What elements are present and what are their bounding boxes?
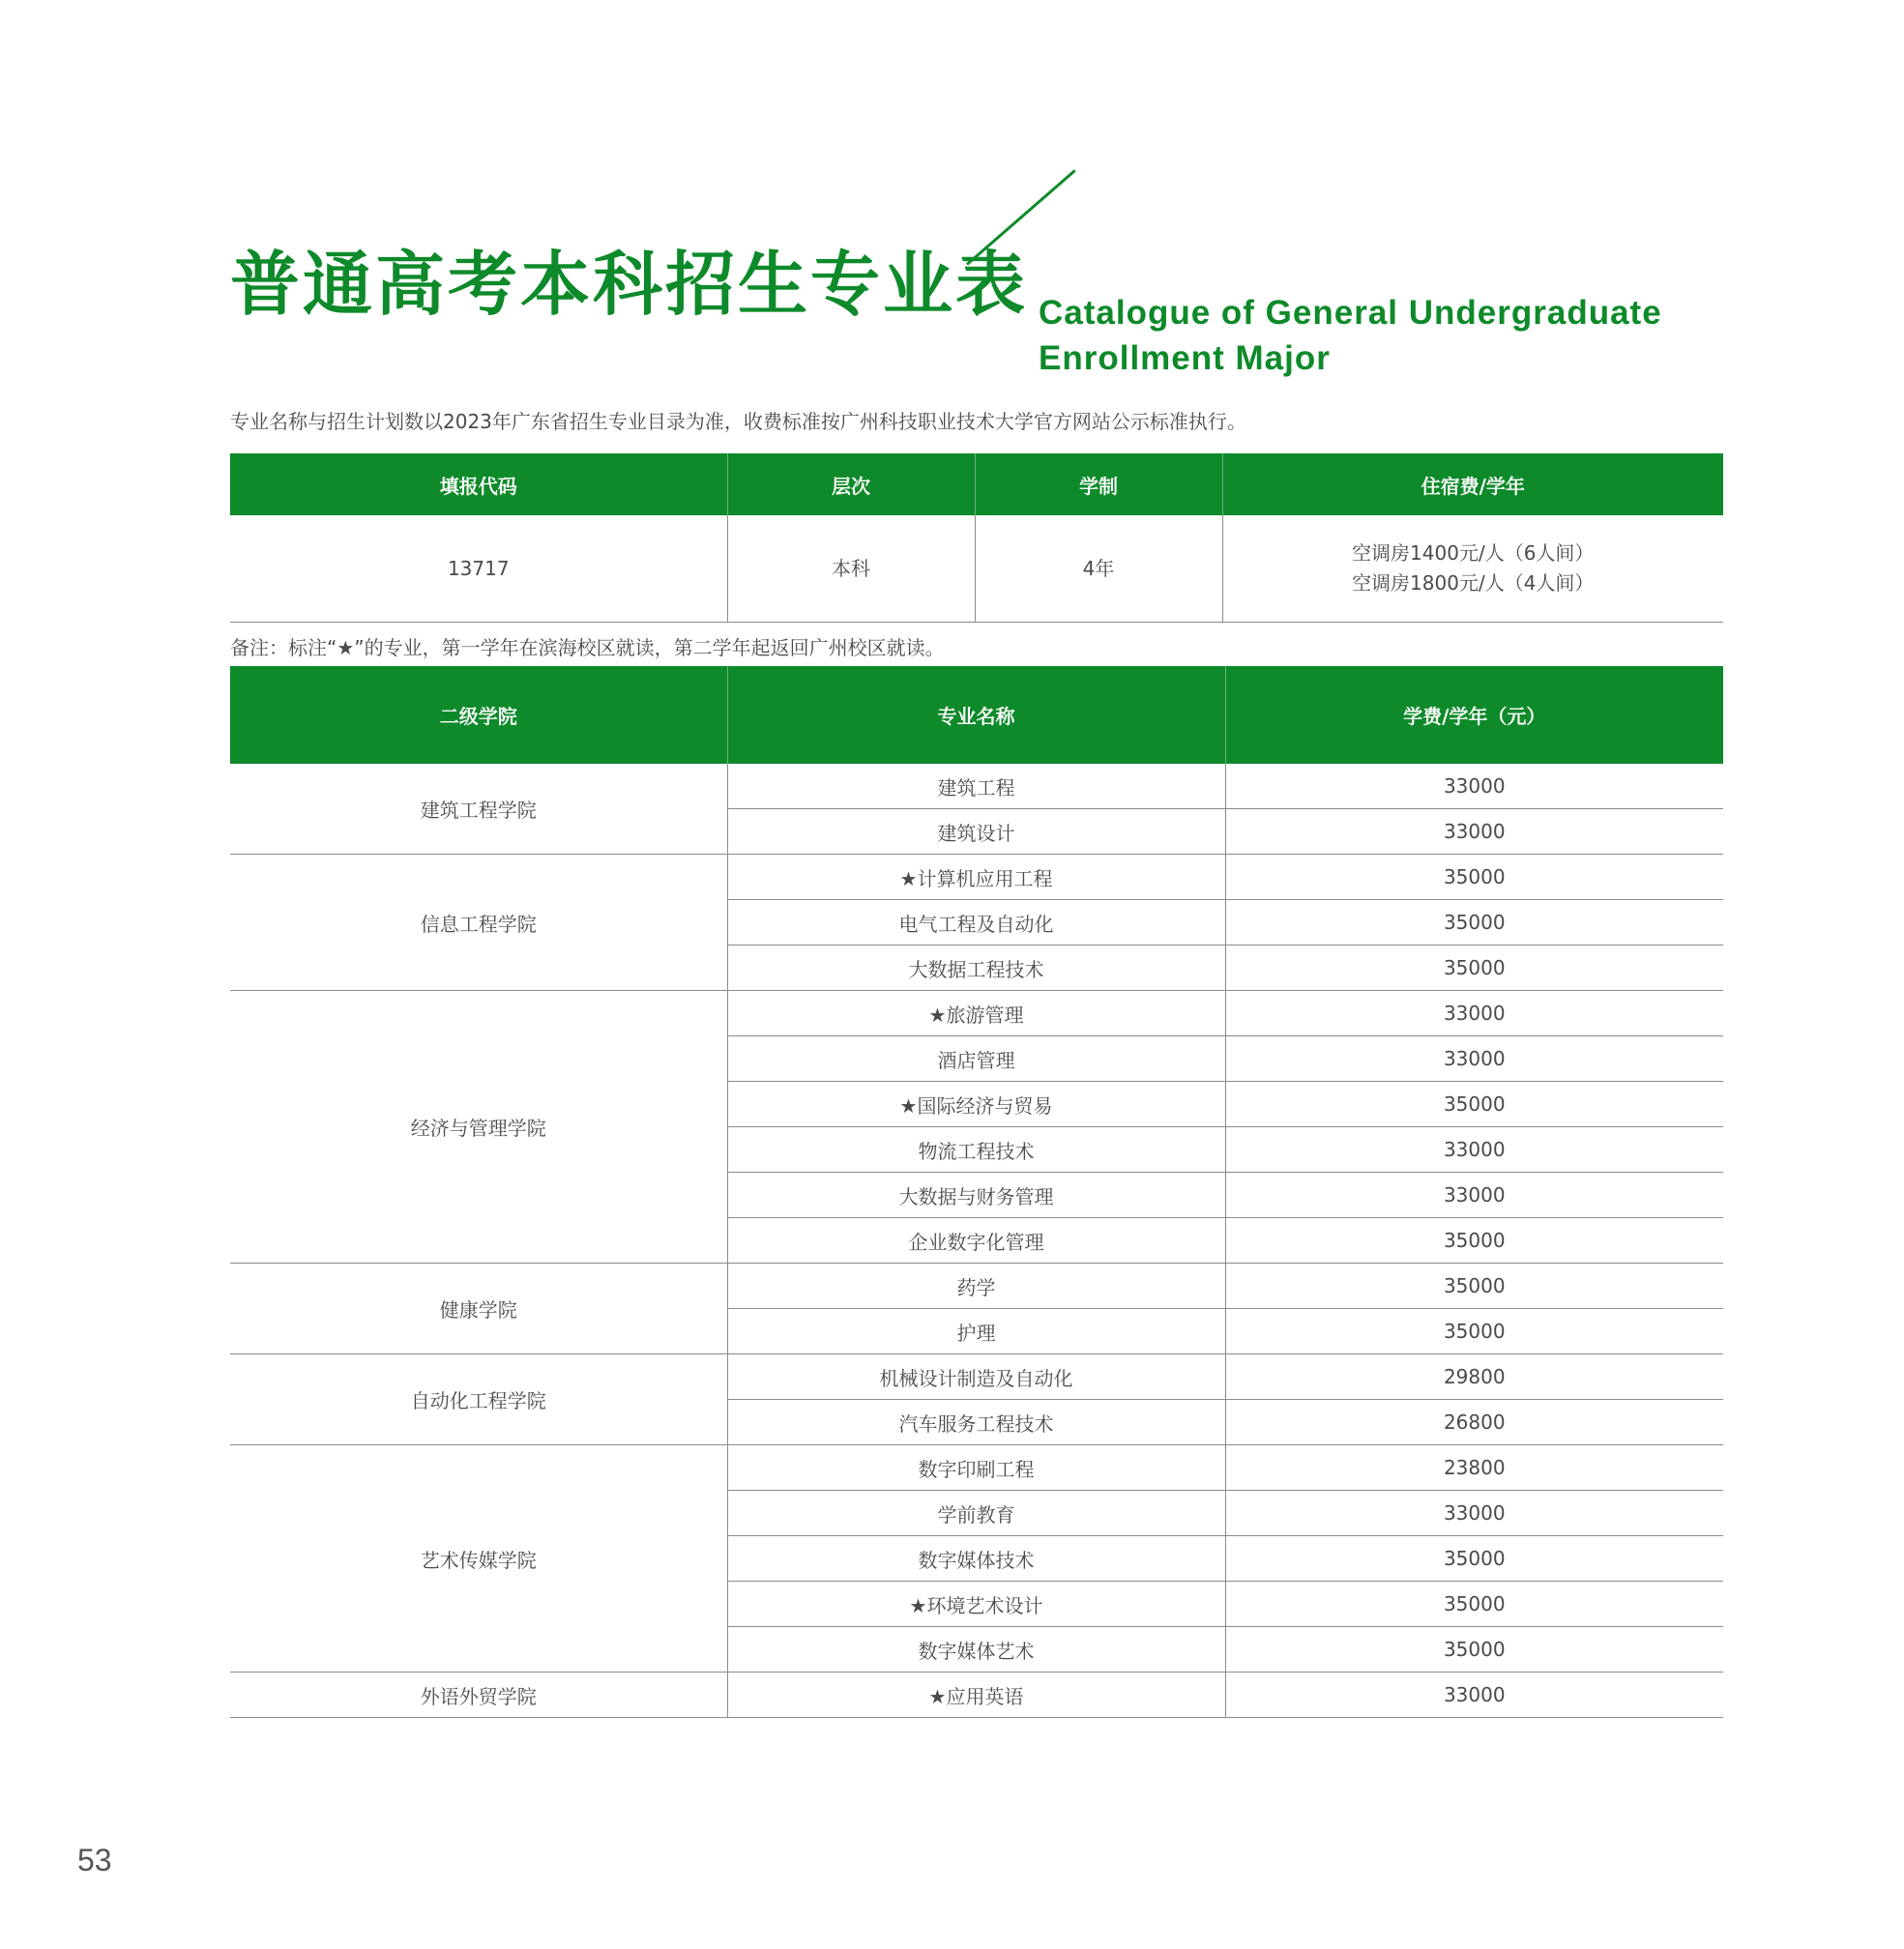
major-cell: 酒店管理	[727, 1036, 1225, 1082]
table-row	[230, 855, 1723, 900]
table-row	[230, 1264, 1723, 1309]
major-cell: 汽车服务工程技术	[727, 1400, 1225, 1445]
college-cell: 经济与管理学院	[230, 991, 727, 1264]
table-row	[230, 991, 1723, 1036]
duration-cell: 4年	[975, 515, 1222, 623]
fee-cell: 35000	[1225, 1309, 1723, 1354]
header-dorm-fee: 住宿费/学年	[1222, 453, 1723, 515]
fee-cell: 35000	[1225, 945, 1723, 991]
college-cell: 外语外贸学院	[230, 1673, 727, 1718]
fee-cell: 23800	[1225, 1445, 1723, 1491]
college-cell: 自动化工程学院	[230, 1354, 727, 1445]
major-cell: 数字印刷工程	[727, 1445, 1225, 1491]
table-row	[230, 1445, 1723, 1491]
code-cell: 13717	[230, 515, 727, 623]
page-subtitle-en	[1039, 290, 1662, 381]
fee-cell: 35000	[1225, 1582, 1723, 1627]
table-row	[230, 1354, 1723, 1400]
intro-note: 专业名称与招生计划数以2023年广东省招生专业目录为准，收费标准按广州科技职业技术大学官方网站公示标准执行。	[230, 410, 1246, 433]
fee-cell: 33000	[1225, 809, 1723, 855]
major-table	[230, 666, 1723, 1718]
major-cell: ★旅游管理	[727, 991, 1225, 1036]
major-cell: ★环境艺术设计	[727, 1582, 1225, 1627]
major-header-row	[230, 666, 1723, 764]
enrollment-info-table	[230, 453, 1723, 623]
header-major: 专业名称	[727, 666, 1225, 764]
fee-cell: 33000	[1225, 1673, 1723, 1718]
header-code: 填报代码	[230, 453, 727, 515]
college-cell: 艺术传媒学院	[230, 1445, 727, 1673]
major-cell: ★国际经济与贸易	[727, 1082, 1225, 1127]
major-cell: 机械设计制造及自动化	[727, 1354, 1225, 1400]
page-title: 普通高考本科招生专业表	[230, 244, 1029, 325]
college-cell: 健康学院	[230, 1264, 727, 1354]
major-cell: 企业数字化管理	[727, 1218, 1225, 1264]
fee-cell: 35000	[1225, 855, 1723, 900]
major-cell: 电气工程及自动化	[727, 900, 1225, 945]
fee-cell: 26800	[1225, 1400, 1723, 1445]
fee-cell: 33000	[1225, 1127, 1723, 1173]
table-row	[230, 1673, 1723, 1718]
college-cell: 信息工程学院	[230, 855, 727, 991]
subtitle-line-2: Enrollment Major	[1039, 339, 1331, 377]
page-number: 53	[77, 1843, 112, 1877]
fee-cell: 33000	[1225, 1491, 1723, 1536]
fee-cell: 35000	[1225, 900, 1723, 945]
major-cell: 建筑工程	[727, 764, 1225, 809]
major-cell: 学前教育	[727, 1491, 1225, 1536]
subtitle-line-1: Catalogue of General Undergraduate	[1039, 294, 1662, 332]
dorm-fee-line-2: 空调房1800元/人（4人间）	[1352, 571, 1595, 595]
fee-cell: 35000	[1225, 1218, 1723, 1264]
header-tuition: 学费/学年（元）	[1225, 666, 1723, 764]
fee-cell: 33000	[1225, 764, 1723, 809]
fee-cell: 33000	[1225, 1036, 1723, 1082]
college-cell: 建筑工程学院	[230, 764, 727, 855]
major-cell: 物流工程技术	[727, 1127, 1225, 1173]
major-cell: 数字媒体技术	[727, 1536, 1225, 1582]
header-college: 二级学院	[230, 666, 727, 764]
level-cell: 本科	[727, 515, 975, 623]
header-level: 层次	[727, 453, 975, 515]
fee-cell: 29800	[1225, 1354, 1723, 1400]
major-cell: 建筑设计	[727, 809, 1225, 855]
remark-note: 备注：标注“★”的专业，第一学年在滨海校区就读，第二学年起返回广州校区就读。	[230, 636, 945, 659]
info-header-row	[230, 453, 1723, 515]
fee-cell: 33000	[1225, 1173, 1723, 1218]
dorm-fee-cell	[1222, 515, 1723, 623]
fee-cell: 35000	[1225, 1536, 1723, 1582]
major-cell: 药学	[727, 1264, 1225, 1309]
major-cell: 大数据与财务管理	[727, 1173, 1225, 1218]
fee-cell: 35000	[1225, 1082, 1723, 1127]
dorm-fee-line-1: 空调房1400元/人（6人间）	[1352, 541, 1595, 565]
info-data-row	[230, 515, 1723, 623]
table-row	[230, 764, 1723, 809]
fee-cell: 35000	[1225, 1264, 1723, 1309]
header-duration: 学制	[975, 453, 1222, 515]
major-cell: 护理	[727, 1309, 1225, 1354]
major-cell: ★应用英语	[727, 1673, 1225, 1718]
fee-cell: 33000	[1225, 991, 1723, 1036]
fee-cell: 35000	[1225, 1627, 1723, 1673]
major-cell: ★计算机应用工程	[727, 855, 1225, 900]
major-cell: 大数据工程技术	[727, 945, 1225, 991]
major-cell: 数字媒体艺术	[727, 1627, 1225, 1673]
